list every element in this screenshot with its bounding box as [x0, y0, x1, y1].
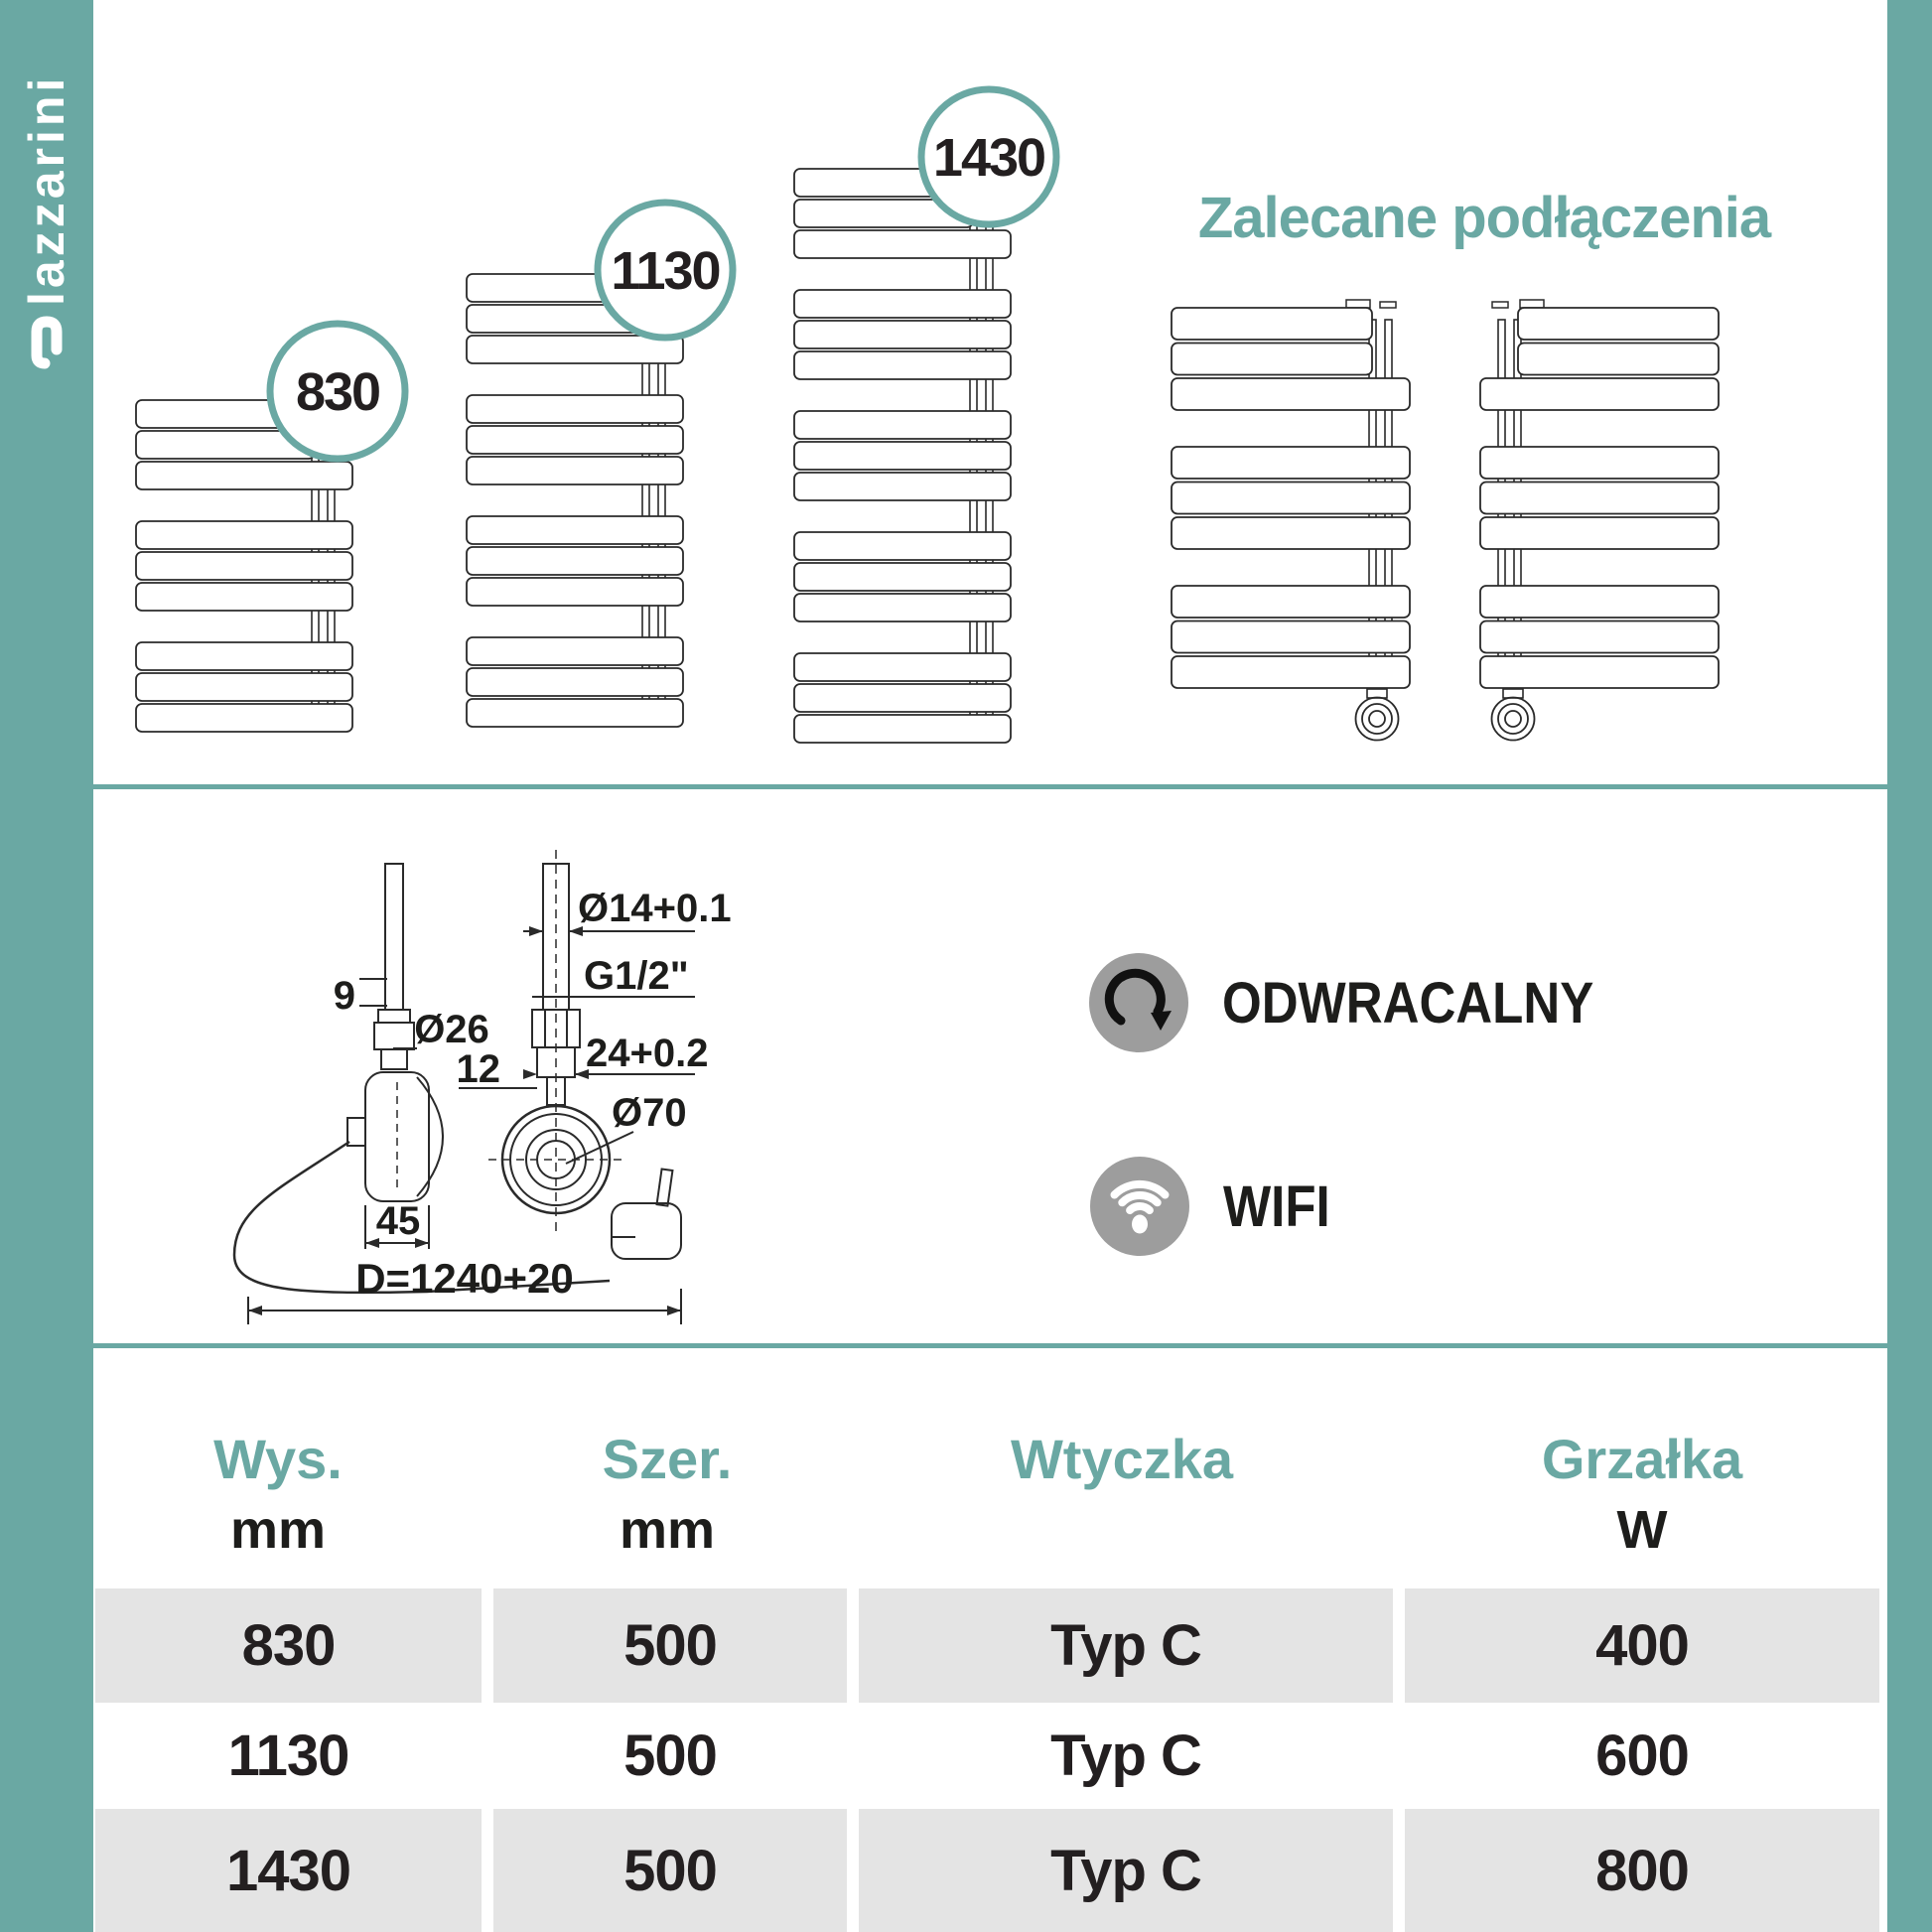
column-unit: W [1616, 1500, 1668, 1560]
size-circle-label: 1430 [932, 128, 1045, 188]
table-cell [1405, 1588, 1879, 1703]
table-cell [859, 1809, 1393, 1932]
brand-logo-text: lazzarini [19, 73, 74, 306]
table-cell [1405, 1703, 1879, 1809]
feature-wifi [1088, 1155, 1344, 1258]
power-plug [612, 1169, 681, 1259]
table-cell [493, 1809, 847, 1932]
table-cell [1405, 1809, 1879, 1932]
table-cell-value: 1130 [227, 1724, 349, 1788]
dim-g12: G1/2" [584, 954, 689, 998]
column-header: Szer. [602, 1428, 733, 1490]
feature-label: ODWRACALNY [1222, 970, 1594, 1035]
dim-12: 12 [456, 1047, 500, 1091]
table-cell-value: Typ C [1050, 1613, 1201, 1678]
dim-45: 45 [375, 1199, 421, 1243]
dim-24: 24+0.2 [586, 1032, 709, 1075]
column-header: Wys. [213, 1428, 343, 1490]
table-cell-value: 500 [623, 1724, 717, 1788]
table-cell-value: 600 [1595, 1724, 1689, 1788]
table-cell-value: Typ C [1050, 1724, 1201, 1788]
table-cell [493, 1588, 847, 1703]
table-cell [95, 1703, 482, 1809]
column-unit: mm [619, 1500, 716, 1560]
recommended-connections-heading: Zalecane podłączenia [1197, 186, 1771, 250]
table-cell-value: 800 [1595, 1838, 1689, 1903]
dim-14: Ø14+0.1 [578, 887, 732, 930]
table-cell-value: 500 [623, 1838, 717, 1903]
dim-70: Ø70 [612, 1091, 687, 1135]
size-circle-label: 830 [295, 362, 380, 422]
cable-gland [347, 1118, 365, 1146]
dim-26: Ø26 [414, 1008, 489, 1051]
table-cell [95, 1809, 482, 1932]
column-unit: mm [229, 1500, 327, 1560]
side-pipe [385, 864, 403, 1010]
dimension-labels [334, 887, 732, 1302]
dim-D: D=1240+20 [355, 1255, 574, 1302]
table-cell [859, 1703, 1393, 1809]
table-cell [493, 1703, 847, 1809]
table-cell [95, 1588, 482, 1703]
wifi-icon [1088, 1155, 1191, 1258]
table-cell-value: 830 [241, 1613, 336, 1678]
table-cell [859, 1588, 1393, 1703]
feature-reversible [1087, 951, 1644, 1054]
table-cell-value: Typ C [1050, 1838, 1201, 1903]
table-cell-value: 1430 [225, 1838, 351, 1903]
feature-label: WIFI [1223, 1173, 1330, 1239]
table-cell-value: 500 [623, 1613, 717, 1678]
column-header: Wtyczka [1010, 1428, 1234, 1490]
column-header: Grzałka [1541, 1428, 1743, 1490]
dim-9: 9 [333, 974, 355, 1018]
rotate-icon [1087, 951, 1190, 1054]
table-cell-value: 400 [1595, 1613, 1689, 1678]
size-circle-label: 1130 [611, 241, 720, 301]
